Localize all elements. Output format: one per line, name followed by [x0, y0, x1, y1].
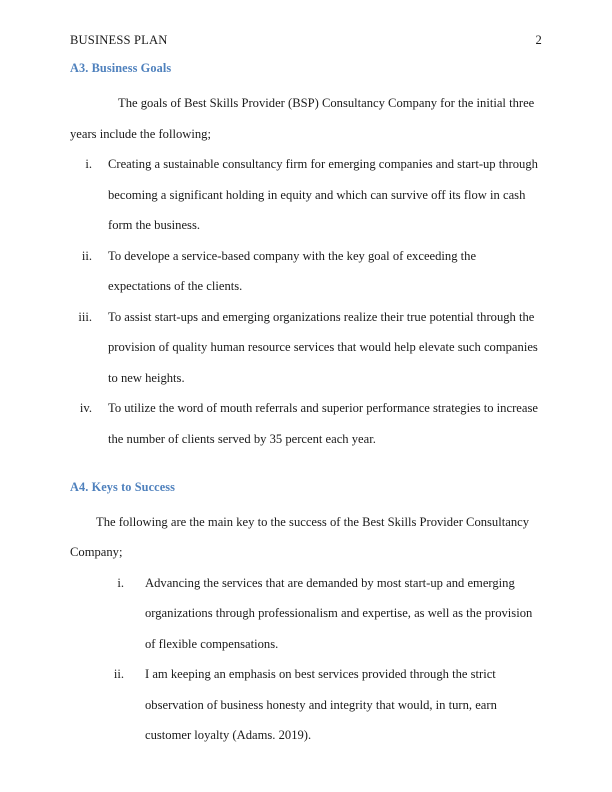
- list-marker: iv.: [79, 401, 92, 416]
- list-item-text: Advancing the services that are demanded by most start-up and emerging organizations through professionalism and expertise, as well as the provision of flexible compensations.: [145, 575, 533, 651]
- keys-to-success-list: [70, 568, 542, 751]
- list-item: [70, 568, 542, 660]
- list-item-text: To develope a service-based company with the key goal of exceeding the expectations of the clients.: [108, 248, 477, 294]
- list-marker: i.: [85, 157, 92, 172]
- list-marker: ii.: [113, 667, 124, 682]
- list-item: [70, 241, 542, 302]
- paragraph-a3-intro: The goals of Best Skills Provider (BSP) Consultancy Company for the initial three years include the following;: [70, 96, 535, 141]
- list-item: [70, 393, 542, 454]
- list-item-text: Creating a sustainable consultancy firm for emerging companies and start-up through becoming a significant holding in equity and which can survive off its flow in cash form the business.: [108, 157, 538, 233]
- document-body: [70, 62, 542, 751]
- list-marker: iii.: [78, 309, 92, 324]
- document-title: BUSINESS PLAN: [70, 33, 168, 47]
- list-item: [70, 149, 542, 241]
- page-number: 2: [535, 33, 542, 47]
- list-item: [70, 302, 542, 394]
- running-header: [70, 33, 542, 51]
- list-marker: i.: [117, 575, 124, 590]
- list-item-text: I am keeping an emphasis on best services provided through the strict observation of business honesty and integrity that would, in turn, earn customer loyalty (Adams. 2019).: [145, 667, 497, 743]
- list-marker: ii.: [81, 248, 92, 263]
- section-a3: [70, 62, 542, 74]
- section-heading-a4: A4. Keys to Success: [70, 480, 176, 495]
- paragraph-a4-intro: The following are the main key to the success of the Best Skills Provider Consultancy Company;: [70, 514, 530, 560]
- list-item-text: To assist start-ups and emerging organizations realize their true potential through the provision of quality human resource services that would help elevate such companies to new heights.: [108, 309, 538, 385]
- list-item-text: To utilize the word of mouth referrals and superior performance strategies to increase the number of clients served by 35 percent each year.: [108, 401, 538, 446]
- section-heading-a3: A3. Business Goals: [70, 61, 172, 75]
- section-a4: [70, 481, 542, 493]
- list-item: [70, 659, 542, 751]
- goals-list: [70, 149, 542, 454]
